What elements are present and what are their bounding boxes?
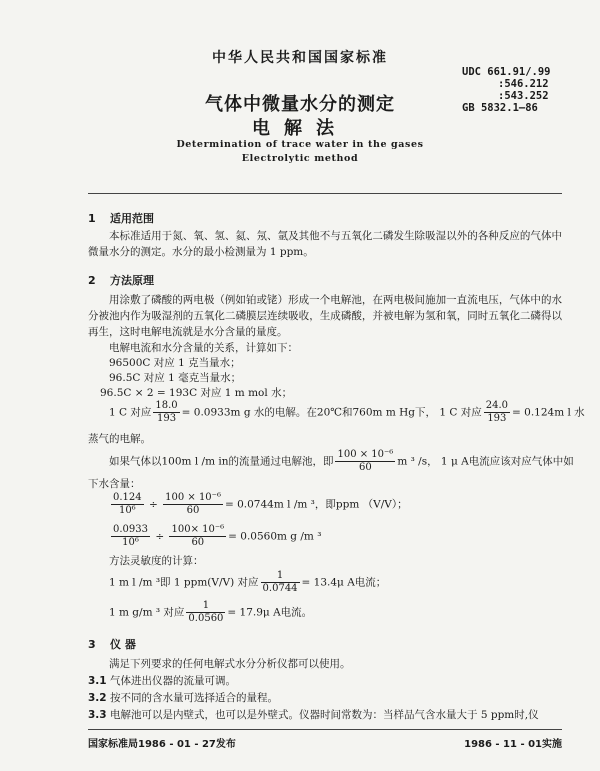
fraction-flow-rate <box>169 524 226 549</box>
equation-5-suffix: = 17.9μ A电流。 <box>227 606 313 619</box>
item-3-3-number: 3.3 <box>88 709 107 721</box>
title-chinese-line-2: 电解法 <box>252 118 348 139</box>
udc-line-1: UDC 661.91/.99 <box>462 66 551 78</box>
item-3-2 <box>88 690 278 705</box>
fraction-00933-over-10e6 <box>111 524 150 549</box>
fraction-denominator: 193 <box>156 413 177 424</box>
item-3-1 <box>88 673 236 688</box>
fraction-numerator: 100 × 10⁻⁶ <box>165 492 221 503</box>
fraction-denominator: 193 <box>487 413 507 424</box>
equation-3 <box>109 524 321 549</box>
section-2-number: 2 <box>88 274 96 287</box>
equation-5 <box>109 600 312 625</box>
header-divider <box>88 193 562 194</box>
calc-line-3: 96.5C × 2 = 193C 对应 1 m mol 水； <box>100 387 293 399</box>
section-1-text: 本标准适用于氮、氧、氢、氦、氖、氩及其他不与五氧化二磷发生除吸湿以外的各种反应的气体中微量水分的测定。水分的最小检测量为 1 ppm。 <box>88 230 562 258</box>
footer-divider <box>88 729 562 730</box>
equation-1-suffix: = 0.124m l 水 <box>512 406 585 419</box>
fraction-numerator: 0.124 <box>113 492 142 503</box>
publish-date: 国家标准局1986 - 01 - 27发布 <box>88 739 236 750</box>
section-2-paragraph-3 <box>109 449 574 474</box>
equation-4-suffix: = 13.4μ A电流； <box>301 576 387 589</box>
fraction-denominator: 0.0744 <box>262 583 298 594</box>
fraction-denominator: 0.0560 <box>188 613 224 624</box>
section-2-heading <box>88 272 154 288</box>
equation-1-middle: = 0.0933m g 水的电解。在20℃和760m m Hg下， 1 C 对应 <box>181 406 482 419</box>
equation-2 <box>109 492 408 517</box>
divide-sign: ÷ <box>152 530 168 543</box>
fraction-denominator: 10⁶ <box>118 505 136 516</box>
item-3-1-text: 气体进出仪器的流量可调。 <box>110 675 236 687</box>
equation-5-prefix: 1 m g/m ³ 对应 <box>109 606 185 619</box>
calc-line-1: 96500C 对应 1 克当量水； <box>109 357 241 369</box>
divide-sign: ÷ <box>145 498 162 511</box>
section-2-title: 方法原理 <box>110 274 154 287</box>
udc-line-2: :546.212 <box>498 78 549 90</box>
fraction-denominator: 60 <box>191 537 205 548</box>
section-3-number: 3 <box>88 638 96 651</box>
sensitivity-heading: 方法灵敏度的计算： <box>109 555 204 567</box>
fraction-numerator: 24.0 <box>485 400 508 411</box>
fraction-1-over-00744 <box>261 570 300 595</box>
equation-4 <box>109 570 386 595</box>
equation-2-suffix: = 0.0744m l /m ³，即ppm （V/V）； <box>224 498 408 511</box>
equation-1 <box>109 400 585 425</box>
fraction-numerator: 100 × 10⁻⁶ <box>337 449 394 460</box>
title-english-line-2: Electrolytic method <box>241 153 359 164</box>
fraction-18-over-193 <box>153 400 179 425</box>
equation-3-suffix: = 0.0560m g /m ³ <box>228 530 322 543</box>
item-3-3 <box>88 707 562 722</box>
section-3-intro: 满足下列要求的任何电解式水分分析仪都可以使用。 <box>109 658 351 670</box>
fraction-flow-rate <box>335 449 395 474</box>
title-english-line-1: Determination of trace water in the gases <box>176 139 424 150</box>
fraction-denominator: 10⁶ <box>122 537 139 548</box>
fraction-flow-rate <box>163 492 223 517</box>
item-3-3-text: 电解池可以是内壁式，也可以是外壁式。仪器时间常数为：当样品气含水量大于 5 ppm时,仪 <box>110 709 539 721</box>
paragraph-3-suffix: m ³ /s， 1 μ A电流应该对应气体中如 <box>397 455 574 468</box>
gb-number: GB 5832.1—86 <box>462 102 538 114</box>
item-3-2-text: 按不同的含水量可选择适合的量程。 <box>110 692 278 704</box>
udc-line-3: :543.252 <box>498 90 549 102</box>
fraction-numerator: 0.0933 <box>113 524 148 535</box>
section-3-title: 仪 器 <box>110 638 136 651</box>
fraction-1-over-00560 <box>186 600 225 625</box>
paragraph-3-tail: 下水含量： <box>88 478 141 490</box>
equation-4-prefix: 1 m l /m ³即 1 ppm(V/V) 对应 <box>109 576 259 589</box>
standard-title: 中华人民共和国国家标准 <box>212 50 388 66</box>
item-3-1-number: 3.1 <box>88 675 107 687</box>
section-3-heading <box>88 636 136 652</box>
fraction-numerator: 100× 10⁻⁶ <box>171 524 225 535</box>
item-3-2-number: 3.2 <box>88 692 107 704</box>
fraction-numerator: 1 <box>186 600 225 613</box>
section-1-number: 1 <box>88 212 96 225</box>
fraction-0124-over-10e6 <box>111 492 144 517</box>
fraction-denominator: 60 <box>186 505 200 516</box>
title-chinese-line-1: 气体中微量水分的测定 <box>205 94 395 115</box>
equation-1-tail: 蒸气的电解。 <box>88 433 151 445</box>
section-2-paragraph-1: 用涂敷了磷酸的两电极（例如铂或铑）形成一个电解池，在两电极间施加一直流电压，气体中的水分被池内作为吸湿剂的五氧化二磷膜层连续吸收，生成磷酸，并被电解为氢和氧，同时五氧化二磷得以再生，这时电解电流就是水分含量的量度。 <box>88 294 562 338</box>
section-1-title: 适用范围 <box>110 212 154 225</box>
section-1-heading <box>88 210 154 226</box>
equation-1-prefix: 1 C 对应 <box>109 406 152 419</box>
fraction-24-over-193 <box>484 400 510 425</box>
paragraph-3-prefix: 如果气体以100m l /m in的流量通过电解池，即 <box>109 455 334 468</box>
effective-date: 1986 - 11 - 01实施 <box>464 739 562 750</box>
fraction-numerator: 1 <box>261 570 300 583</box>
calc-line-2: 96.5C 对应 1 毫克当量水； <box>109 372 242 384</box>
fraction-numerator: 18.0 <box>155 400 178 411</box>
section-2-paragraph-2: 电解电流和水分含量的关系，计算如下： <box>109 342 298 354</box>
fraction-denominator: 60 <box>359 462 372 473</box>
